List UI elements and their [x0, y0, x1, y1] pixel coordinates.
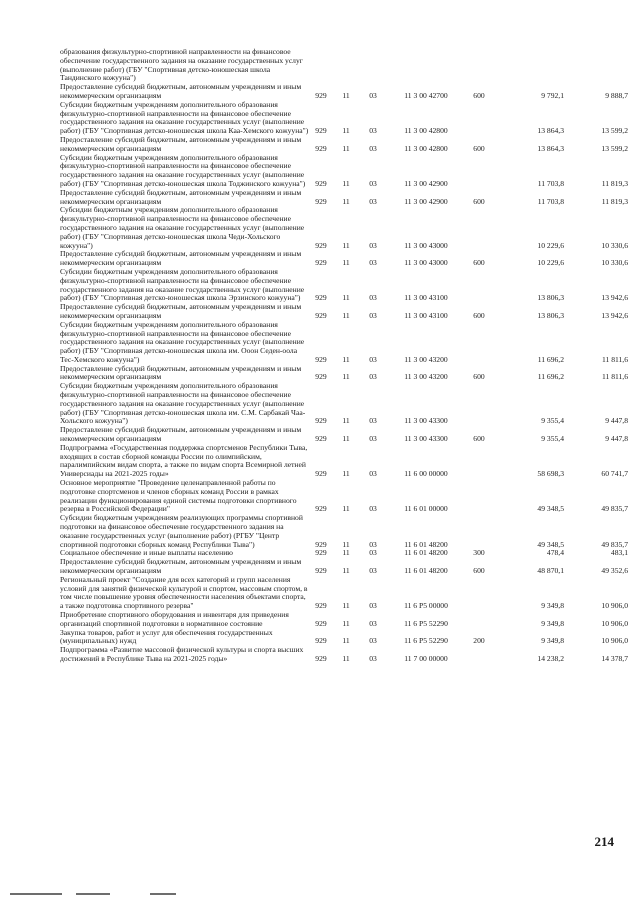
row-subsection-code: 03	[369, 539, 377, 549]
row-target-article: 11 6 01 48200	[404, 539, 448, 549]
row-target-article: 11 6 P5 00000	[404, 601, 448, 611]
row-ved-code: 929	[315, 354, 327, 364]
row-amount-year-2: 49 835,7	[601, 504, 628, 514]
row-amount-year-2: 49 352,6	[601, 566, 628, 576]
table-row	[60, 250, 628, 268]
row-section-code: 11	[342, 434, 350, 444]
row-target-article: 11 3 00 42900	[404, 196, 448, 206]
row-expense-type	[466, 268, 492, 303]
table-row	[60, 558, 628, 576]
row-subsection-code: 03	[369, 636, 377, 646]
row-amount-year-1: 478,4	[546, 548, 564, 558]
table-row	[60, 206, 628, 250]
budget-table	[60, 48, 628, 664]
row-subsection-code: 03	[369, 143, 377, 153]
row-expense-type: 600	[473, 196, 485, 206]
row-target-article: 11 7 00 00000	[404, 653, 448, 663]
row-amount-year-2: 10 906,0	[601, 618, 628, 628]
row-name: Предоставление субсидий бюджетным, автономным учреждениям и иным некоммерческим организациям	[60, 557, 302, 576]
table-row	[60, 576, 628, 611]
row-name: Субсидии бюджетным учреждениям дополнительного образования физкультурно-спортивной направленности на финансовое обеспечение государственного задания на оказание государственных услуг (выполнение работ) (ГБУ "Спортивная детско-юношеская школа Каа-Хемского кожууна")	[60, 99, 309, 136]
row-target-article: 11 3 00 43100	[404, 310, 448, 320]
row-subsection-code	[360, 48, 386, 83]
row-amount-year-2: 10 906,0	[601, 636, 628, 646]
row-target-article: 11 6 P5 52290	[404, 636, 448, 646]
row-amount-year-1: 14 238,2	[537, 653, 564, 663]
row-subsection-code: 03	[369, 618, 377, 628]
table-row	[60, 514, 628, 549]
scan-artifact	[150, 893, 176, 895]
row-ved-code: 929	[315, 90, 327, 100]
budget-table-body	[60, 48, 628, 664]
row-amount-year-1: 9 355,4	[541, 416, 564, 426]
row-amount-year-1: 9 349,8	[541, 618, 564, 628]
row-amount-year-2: 10 330,6	[601, 240, 628, 250]
row-section-code: 11	[342, 196, 350, 206]
row-amount-year-1: 9 349,8	[541, 601, 564, 611]
row-section-code: 11	[342, 293, 350, 303]
table-row	[60, 189, 628, 207]
row-subsection-code: 03	[369, 548, 377, 558]
row-section-code: 11	[342, 258, 350, 268]
row-amount-year-2: 13 599,2	[601, 126, 628, 136]
row-amount-year-2: 11 819,3	[601, 196, 628, 206]
row-section-code: 11	[342, 504, 350, 514]
row-name: Предоставление субсидий бюджетным, автономным учреждениям и иным некоммерческим организациям	[60, 363, 302, 382]
row-amount-year-1: 58 698,3	[537, 469, 564, 479]
row-target-article: 11 6 01 00000	[404, 504, 448, 514]
table-row	[60, 101, 628, 136]
row-expense-type	[466, 382, 492, 426]
row-amount-year-2: 49 835,7	[601, 539, 628, 549]
table-row	[60, 426, 628, 444]
row-subsection-code: 03	[369, 504, 377, 514]
row-subsection-code: 03	[369, 126, 377, 136]
row-section-code: 11	[342, 240, 350, 250]
row-subsection-code: 03	[369, 566, 377, 576]
row-ved-code	[310, 48, 332, 83]
row-amount-year-1: 10 229,6	[537, 258, 564, 268]
scan-artifact	[10, 893, 62, 895]
row-subsection-code: 03	[369, 196, 377, 206]
row-amount-year-2: 9 447,8	[605, 434, 628, 444]
row-target-article: 11 3 00 42700	[404, 90, 448, 100]
row-subsection-code: 03	[369, 354, 377, 364]
row-amount-year-1: 10 229,6	[537, 240, 564, 250]
row-target-article: 11 3 00 43300	[404, 434, 448, 444]
row-section-code: 11	[342, 354, 350, 364]
row-target-article: 11 6 P5 52290	[404, 618, 448, 628]
row-name: Субсидии бюджетным учреждениям дополнительного образования физкультурно-спортивной направленности на финансовое обеспечение государственного задания на оказание государственных услуг (выполнение работ) (ГБУ "Спортивная детско-юношеская школа Тоджинского кожууна")	[60, 152, 306, 188]
row-name: Субсидии бюджетным учреждениям дополнительного образования физкультурно-спортивной направленности на финансовое обеспечение государственного задания на оказание государственных услуг (выполнение работ) (ГБУ "Спортивная детско-юношеская школа Чеди-Хольского кожууна")	[60, 205, 305, 250]
row-ved-code: 929	[315, 258, 327, 268]
row-amount-year-2: 11 811,6	[601, 372, 628, 382]
row-expense-type	[466, 101, 492, 136]
row-target-article	[386, 48, 466, 83]
row-section-code: 11	[342, 566, 350, 576]
row-amount-year-1: 11 703,8	[537, 196, 564, 206]
row-target-article: 11 3 00 43000	[404, 258, 448, 268]
row-target-article: 11 3 00 43200	[404, 372, 448, 382]
row-ved-code: 929	[315, 504, 327, 514]
row-amount-year-2: 10 906,0	[601, 601, 628, 611]
table-row	[60, 136, 628, 154]
row-ved-code: 929	[315, 566, 327, 576]
row-amount-year-2: 10 330,6	[601, 258, 628, 268]
table-row	[60, 154, 628, 189]
row-section-code: 11	[342, 178, 350, 188]
row-section-code: 11	[342, 372, 350, 382]
row-ved-code: 929	[315, 416, 327, 426]
row-amount-year-1: 13 864,3	[537, 126, 564, 136]
row-subsection-code: 03	[369, 293, 377, 303]
row-target-article: 11 6 00 00000	[404, 469, 448, 479]
row-ved-code: 929	[315, 196, 327, 206]
row-target-article: 11 3 00 42900	[404, 178, 448, 188]
row-expense-type: 600	[473, 566, 485, 576]
row-amount-year-2: 9 888,7	[605, 90, 628, 100]
row-amount-year-1: 13 806,3	[537, 293, 564, 303]
row-target-article: 11 3 00 42800	[404, 143, 448, 153]
row-amount-year-1: 13 806,3	[537, 310, 564, 320]
scan-artifact	[76, 893, 110, 895]
row-name: образования физкультурно-спортивной направленности на финансовое обеспечение государственного задания на оказание государственных услуг (выполнение работ) (ГБУ "Спортивная детско-юношеская школа Тандинского кожууна")	[60, 47, 303, 83]
table-row	[60, 444, 628, 479]
row-ved-code: 929	[315, 469, 327, 479]
table-row	[60, 83, 628, 101]
row-ved-code: 929	[315, 143, 327, 153]
row-name: Предоставление субсидий бюджетным, автономным учреждениям и иным некоммерческим организациям	[60, 82, 302, 100]
row-target-article: 11 3 00 43100	[404, 293, 448, 303]
row-amount-year-2: 11 819,3	[601, 178, 628, 188]
row-expense-type: 600	[473, 258, 485, 268]
row-expense-type	[466, 206, 492, 250]
row-name: Предоставление субсидий бюджетным, автономным учреждениям и иным некоммерческим организациям	[60, 302, 302, 320]
row-expense-type	[466, 444, 492, 479]
row-section-code	[332, 48, 360, 83]
row-expense-type	[466, 576, 492, 611]
table-row	[60, 611, 628, 629]
row-amount-year-1: 11 696,2	[537, 372, 564, 382]
row-ved-code: 929	[315, 293, 327, 303]
row-subsection-code: 03	[369, 240, 377, 250]
row-amount-year-1: 48 870,1	[537, 566, 564, 576]
table-row	[60, 479, 628, 514]
row-name: Предоставление субсидий бюджетным, автономным учреждениям и иным некоммерческим организациям	[60, 187, 302, 206]
row-amount-year-2: 13 942,6	[601, 310, 628, 320]
row-amount-year-1: 49 348,5	[537, 504, 564, 514]
row-ved-code: 929	[315, 601, 327, 611]
row-ved-code: 929	[315, 548, 327, 558]
row-amount-year-2: 60 741,7	[601, 469, 628, 479]
table-row	[60, 365, 628, 383]
row-subsection-code: 03	[369, 258, 377, 268]
row-expense-type	[466, 321, 492, 365]
row-amount-year-1: 11 703,8	[537, 178, 564, 188]
row-expense-type: 600	[473, 143, 485, 153]
row-amount-year-1: 13 864,3	[537, 143, 564, 153]
row-name: Субсидии бюджетным учреждениям реализующих программы спортивной подготовки на финансовое обеспечение государственного задания на оказание государственных услуг (выполнение работ) (РГБУ "Центр спортивной подготовки сборных команд Республики Тыва")	[60, 513, 303, 549]
row-subsection-code: 03	[369, 434, 377, 444]
row-amount-year-1: 9 349,8	[541, 636, 564, 646]
row-expense-type: 200	[473, 636, 485, 646]
row-amount-year-2: 11 811,6	[601, 354, 628, 364]
table-row	[60, 303, 628, 321]
row-amount-year-2: 13 942,6	[601, 293, 628, 303]
row-target-article: 11 6 01 48200	[404, 548, 448, 558]
row-section-code: 11	[342, 126, 350, 136]
row-name: Субсидии бюджетным учреждениям дополнительного образования физкультурно-спортивной направленности на финансовое обеспечение государственного задания на оказание государственных услуг (выполнение работ) (ГБУ "Спортивная детско-юношеская школа им. С.М. Сарбакай Чаа-Хольского кожууна")	[60, 381, 306, 426]
row-amount-year-1: 49 348,5	[537, 539, 564, 549]
table-row	[60, 646, 628, 664]
row-amount-year-1: 9 355,4	[541, 434, 564, 444]
row-subsection-code: 03	[369, 310, 377, 320]
row-amount-year-2: 483,1	[610, 548, 628, 558]
row-expense-type	[466, 48, 492, 83]
row-section-code: 11	[342, 548, 350, 558]
row-ved-code: 929	[315, 636, 327, 646]
row-ved-code: 929	[315, 240, 327, 250]
row-ved-code: 929	[315, 653, 327, 663]
row-section-code: 11	[342, 601, 350, 611]
row-target-article: 11 6 01 48200	[404, 566, 448, 576]
row-target-article: 11 3 00 43000	[404, 240, 448, 250]
table-row	[60, 48, 628, 83]
row-amount-year-1	[492, 48, 564, 83]
row-amount-year-2: 9 447,8	[605, 416, 628, 426]
row-subsection-code: 03	[369, 178, 377, 188]
row-expense-type: 600	[473, 310, 485, 320]
row-amount-year-2	[564, 48, 628, 83]
row-ved-code: 929	[315, 310, 327, 320]
row-target-article: 11 3 00 42800	[404, 126, 448, 136]
row-section-code: 11	[342, 90, 350, 100]
row-name: Предоставление субсидий бюджетным, автономным учреждениям и иным некоммерческим организациям	[60, 425, 302, 444]
row-subsection-code: 03	[369, 90, 377, 100]
row-expense-type: 600	[473, 372, 485, 382]
row-name: Закупка товаров, работ и услуг для обеспечения государственных (муниципальных) нужд	[60, 627, 273, 646]
row-ved-code: 929	[315, 178, 327, 188]
row-name: Предоставление субсидий бюджетным, автономным учреждениям и иным некоммерческим организациям	[60, 134, 302, 153]
row-name: Основное мероприятие "Проведение целенаправленной работы по подготовке спортсменов и членов сборных команд России в рамках реализации функционирования единой системы подготовки спортивного резерва в Российской Федерации"	[60, 478, 297, 514]
row-expense-type	[466, 514, 492, 549]
row-section-code: 11	[342, 310, 350, 320]
row-name: Приобретение спортивного оборудования и инвентаря для приведения организаций спортивной подготовки в нормативное состояние	[60, 610, 289, 628]
row-expense-type	[466, 154, 492, 189]
row-name: Подпрограмма «Государственная поддержка спортсменов Республики Тыва, входящих в состав сборной команды России по олимпийским, паралимпийским видам спорта, а также по видам спорта Всемирной летней Универсиады на 2021-2025 годы»	[60, 442, 308, 479]
row-name: Субсидии бюджетным учреждениям дополнительного образования физкультурно-спортивной направленности на финансовое обеспечение государственного задания на оказание государственных услуг (выполнение работ) (ГБУ "Спортивная детско-юношеская школа Эрзинского кожууна")	[60, 266, 305, 303]
row-ved-code: 929	[315, 126, 327, 136]
row-expense-type	[466, 479, 492, 514]
row-section-code: 11	[342, 143, 350, 153]
row-expense-type: 600	[473, 90, 485, 100]
row-name: Региональный проект "Создание для всех категорий и групп населения условий для занятий физической культурой и спортом, массовым спортом, в том числе повышение уровня обеспеченности населения объектами спорта, а также подготовка спортивного резерва"	[60, 574, 308, 611]
row-name: Предоставление субсидий бюджетным, автономным учреждениям и иным некоммерческим организациям	[60, 249, 302, 268]
page-number: 214	[594, 834, 614, 849]
row-subsection-code: 03	[369, 653, 377, 663]
row-subsection-code: 03	[369, 372, 377, 382]
row-amount-year-1: 9 792,1	[541, 90, 564, 100]
row-subsection-code: 03	[369, 416, 377, 426]
row-target-article: 11 3 00 43300	[404, 416, 448, 426]
table-row	[60, 382, 628, 426]
row-ved-code: 929	[315, 539, 327, 549]
row-amount-year-2: 13 599,2	[601, 143, 628, 153]
row-name: Социальное обеспечение и иные выплаты населению	[60, 548, 233, 558]
row-section-code: 11	[342, 469, 350, 479]
row-expense-type: 600	[473, 434, 485, 444]
row-expense-type	[466, 611, 492, 629]
row-amount-year-1: 11 696,2	[537, 354, 564, 364]
row-expense-type	[466, 646, 492, 664]
row-amount-year-2: 14 378,7	[601, 653, 628, 663]
row-subsection-code: 03	[369, 601, 377, 611]
row-section-code: 11	[342, 539, 350, 549]
table-row	[60, 629, 628, 647]
table-row	[60, 321, 628, 365]
row-ved-code: 929	[315, 618, 327, 628]
row-section-code: 11	[342, 618, 350, 628]
row-target-article: 11 3 00 43200	[404, 354, 448, 364]
row-section-code: 11	[342, 416, 350, 426]
row-ved-code: 929	[315, 372, 327, 382]
row-section-code: 11	[342, 653, 350, 663]
row-ved-code: 929	[315, 434, 327, 444]
row-name: Подпрограмма «Развитие массовой физической культуры и спорта высших достижений в Республике Тыва на 2021-2025 годы»	[60, 645, 304, 663]
row-expense-type: 300	[473, 548, 485, 558]
row-name: Субсидии бюджетным учреждениям дополнительного образования физкультурно-спортивной направленности на финансовое обеспечение государственного задания на оказание государственных услуг (выполнение работ) (ГБУ "Спортивная детско-юношеская школа им. Ооон Седен-оола Тес-Хемского кожууна")	[60, 319, 305, 364]
table-row	[60, 268, 628, 303]
row-section-code: 11	[342, 636, 350, 646]
row-subsection-code: 03	[369, 469, 377, 479]
